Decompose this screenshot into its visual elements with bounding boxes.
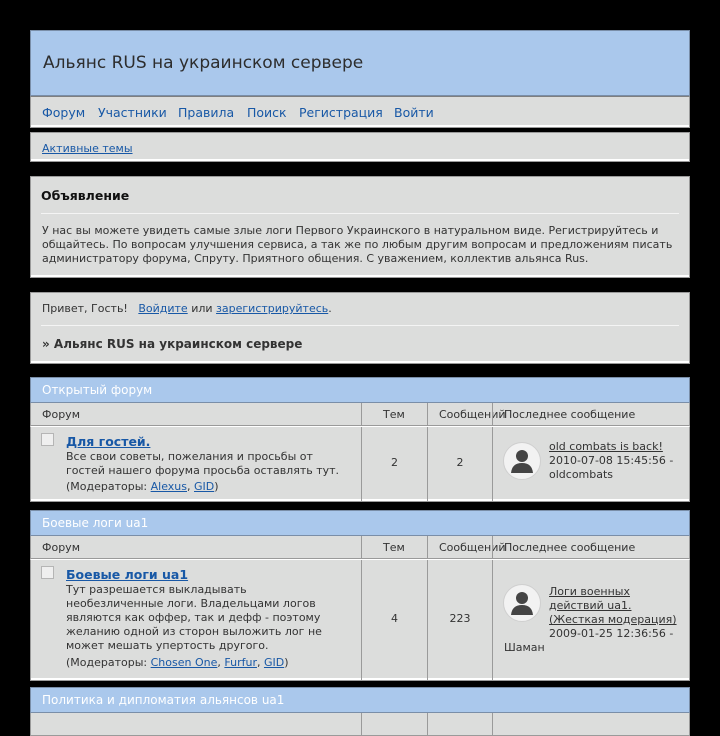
- col-forum: Форум: [42, 408, 80, 421]
- col-topics: Тем: [383, 541, 405, 554]
- col-divider: [492, 536, 493, 558]
- register-link[interactable]: зарегистрируйтесь: [216, 302, 329, 315]
- moderators-label: (Модераторы:: [66, 656, 151, 669]
- category-battle-logs: [30, 510, 690, 681]
- category-title[interactable]: Открытый форум: [42, 383, 153, 397]
- category-header: [30, 687, 690, 713]
- col-divider: [361, 536, 362, 558]
- last-post-author: oldcombats: [549, 468, 614, 481]
- category-open-forum: [30, 377, 690, 502]
- forum-moderators: (Модераторы: Chosen One, Furfur, GID): [66, 656, 289, 669]
- table-header: [30, 536, 690, 559]
- forum-row: [30, 559, 690, 681]
- last-post-date: 2010-07-08 15:45:56 -: [549, 454, 674, 467]
- col-divider: [492, 427, 493, 501]
- moderator-link[interactable]: GID: [263, 656, 285, 669]
- col-divider: [492, 713, 493, 735]
- user-silhouette-icon: [504, 585, 540, 621]
- col-divider: [361, 403, 362, 425]
- col-forum: Форум: [42, 541, 80, 554]
- table-header: [30, 713, 690, 736]
- category-header: [30, 510, 690, 536]
- close-paren: ): [284, 656, 289, 669]
- nav-login[interactable]: Войти: [394, 105, 434, 120]
- or-text: или: [191, 302, 213, 315]
- main-nav: [30, 96, 690, 128]
- moderators-label: (Модераторы:: [66, 480, 151, 493]
- nav-register[interactable]: Регистрация: [299, 105, 383, 120]
- col-divider: [427, 713, 428, 735]
- posts-count: 2: [456, 456, 464, 469]
- col-divider: [361, 713, 362, 735]
- default-avatar-icon: [503, 442, 541, 480]
- page: [30, 30, 690, 736]
- site-title: Альянс RUS на украинском сервере: [43, 53, 364, 73]
- forum-name-link[interactable]: Боевые логи ua1: [66, 567, 189, 582]
- nav-members[interactable]: Участники: [98, 105, 167, 120]
- forum-moderators: (Модераторы: Alexus, GID): [66, 480, 219, 493]
- col-posts: Сообщений: [439, 408, 506, 421]
- category-title[interactable]: Боевые логи ua1: [42, 516, 149, 530]
- divider: [41, 325, 679, 326]
- welcome-line: [42, 302, 332, 315]
- col-posts: Сообщений: [439, 541, 506, 554]
- greeting: Привет, Гость!: [42, 302, 128, 315]
- forum-read-icon: [41, 566, 54, 579]
- topics-count: 4: [391, 612, 398, 625]
- last-post-link[interactable]: old combats is back!: [549, 440, 663, 453]
- col-last-post: Последнее сообщение: [504, 408, 636, 421]
- last-post-author: Шаман: [504, 641, 545, 654]
- active-topics-link[interactable]: Активные темы: [42, 142, 133, 155]
- forum-name-link[interactable]: Для гостей.: [66, 434, 151, 449]
- col-last-post: Последнее сообщение: [504, 541, 636, 554]
- site-header: [30, 30, 690, 96]
- topics-count: 2: [391, 456, 398, 469]
- nav-search[interactable]: Поиск: [247, 105, 287, 120]
- nav-rules[interactable]: Правила: [178, 105, 235, 120]
- category-header: [30, 377, 690, 403]
- forum-description: Тут разрешается выкладывать необезличенные логи. Владельцами логов являются как оффер, так и дефф - поэтому желанию одной из сторон выложить лог не может мешать упертость другого.: [66, 583, 322, 652]
- welcome-box: [30, 292, 690, 364]
- posts-count: 223: [449, 612, 471, 625]
- breadcrumb: » Альянс RUS на украинском сервере: [42, 337, 303, 351]
- col-divider: [492, 560, 493, 680]
- moderator-link[interactable]: Furfur: [224, 656, 257, 669]
- sub-nav: [30, 132, 690, 162]
- col-topics: Тем: [383, 408, 405, 421]
- forum-row: [30, 426, 690, 502]
- divider: [41, 213, 679, 214]
- announcement-box: [30, 176, 690, 278]
- category-title[interactable]: Политика и дипломатия альянсов ua1: [42, 693, 285, 707]
- nav-forum[interactable]: Форум: [42, 105, 86, 120]
- forum-read-icon: [41, 433, 54, 446]
- default-avatar-icon: [503, 584, 541, 622]
- announcement-text: У нас вы можете увидеть самые злые логи Первого Украинского в натуральном виде. Регистрируйтесь и общайтесь. По вопросам улучшения сервиса, а так же по любым другим вопросам и предложениям писать администратору форума, Спруту. Приятного общения. С уважением, коллектив альянса Rus.: [42, 224, 673, 265]
- period: .: [328, 302, 332, 315]
- table-header: [30, 403, 690, 426]
- user-silhouette-icon: [504, 443, 540, 479]
- category-politics: [30, 687, 690, 736]
- last-post-link[interactable]: Логи военных действий ua1. (Жесткая модерация): [549, 585, 677, 626]
- col-divider: [492, 403, 493, 425]
- last-post-date: 2009-01-25 12:36:56 -: [549, 627, 674, 640]
- col-divider: [427, 536, 428, 558]
- col-divider: [427, 403, 428, 425]
- forum-description: Все свои советы, пожелания и просьбы от гостей нашего форума просьба оставлять тут.: [66, 450, 340, 477]
- moderator-link[interactable]: GID: [194, 480, 215, 493]
- moderator-link[interactable]: Chosen One: [150, 656, 218, 669]
- moderator-link[interactable]: Alexus: [150, 480, 187, 493]
- announcement-heading: Объявление: [41, 188, 130, 203]
- login-link[interactable]: Войдите: [138, 302, 188, 315]
- close-paren: ): [214, 480, 219, 493]
